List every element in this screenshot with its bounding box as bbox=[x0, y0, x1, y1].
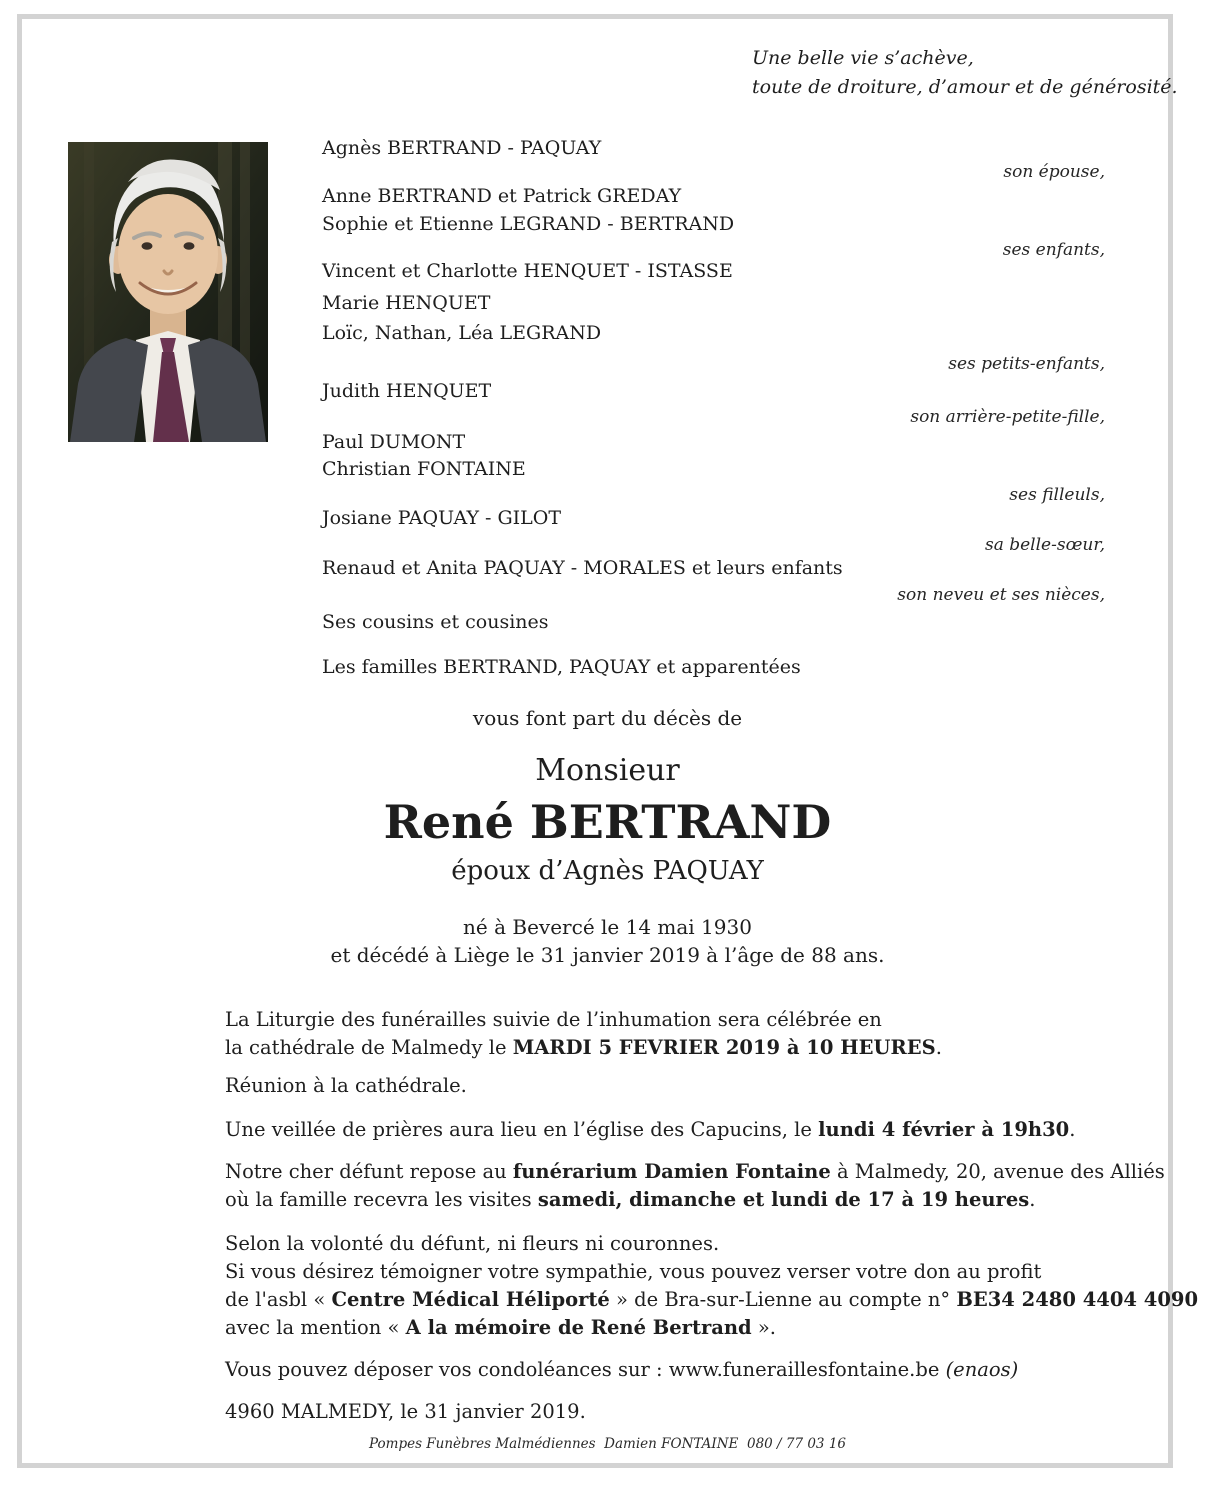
spouse-line: époux d’Agnès PAQUAY bbox=[451, 856, 764, 886]
repose-line-1-pre: Notre cher défunt repose au bbox=[225, 1160, 513, 1183]
deceased-title: Monsieur bbox=[535, 753, 680, 788]
family-name-line: Josiane PAQUAY - GILOT bbox=[322, 507, 562, 529]
family-name-line: Christian FONTAINE bbox=[322, 458, 526, 480]
relation-label: sa belle-sœur, bbox=[984, 535, 1105, 555]
deceased-name: René BERTRAND bbox=[383, 795, 832, 849]
memorial-quote-line1: Une belle vie s’achève, bbox=[752, 47, 974, 69]
repose-line-2-post: . bbox=[1029, 1188, 1036, 1211]
vigil-pre: Une veillée de prières aura lieu en l’église des Capucins, le bbox=[225, 1118, 819, 1141]
vigil-line bbox=[225, 1118, 1075, 1141]
birth-line: né à Bevercé le 14 mai 1930 bbox=[463, 915, 752, 939]
donation-line-1: Si vous désirez témoigner votre sympathie, vous pouvez verser votre don au profit bbox=[225, 1260, 1042, 1283]
visits-bold: samedi, dimanche et lundi de 17 à 19 heures bbox=[537, 1188, 1030, 1211]
dateline: 4960 MALMEDY, le 31 janvier 2019. bbox=[225, 1400, 586, 1423]
portrait-photo bbox=[68, 142, 268, 442]
liturgy-line-1: La Liturgie des funérailles suivie de l’inhumation sera célébrée en bbox=[225, 1008, 882, 1031]
flowers-line: Selon la volonté du défunt, ni fleurs ni couronnes. bbox=[225, 1232, 720, 1255]
family-name-line: Vincent et Charlotte HENQUET - ISTASSE bbox=[322, 260, 733, 282]
donation-line-3-post: ». bbox=[751, 1316, 776, 1339]
family-name-line: Agnès BERTRAND - PAQUAY bbox=[322, 137, 602, 159]
repose-line-2-pre: où la famille recevra les visites bbox=[225, 1188, 538, 1211]
liturgy-line-2 bbox=[225, 1036, 942, 1059]
family-name-line: Anne BERTRAND et Patrick GREDAY bbox=[322, 185, 682, 207]
memorial-quote-line2: toute de droiture, d’amour et de générosité. bbox=[752, 76, 1178, 98]
family-name-line: Marie HENQUET bbox=[322, 292, 491, 314]
liturgy-date-bold: MARDI 5 FEVRIER 2019 à 10 HEURES bbox=[512, 1036, 936, 1059]
memorial-quote bbox=[752, 44, 1178, 102]
family-name-line: Les familles BERTRAND, PAQUAY et apparentées bbox=[322, 656, 801, 678]
donation-line-2-pre: de l'asbl « bbox=[225, 1288, 332, 1311]
vigil-date-bold: lundi 4 février à 19h30 bbox=[818, 1118, 1070, 1141]
vigil-post: . bbox=[1069, 1118, 1076, 1141]
family-name-line: Sophie et Etienne LEGRAND - BERTRAND bbox=[322, 213, 735, 235]
family-name-line: Loïc, Nathan, Léa LEGRAND bbox=[322, 322, 602, 344]
charity-name-bold: Centre Médical Héliporté bbox=[331, 1288, 610, 1311]
condolences-text: Vous pouvez déposer vos condoléances sur : www.funeraillesfontaine.be bbox=[225, 1358, 946, 1381]
relation-label: ses filleuls, bbox=[1009, 485, 1105, 505]
repose-line-1 bbox=[225, 1160, 1165, 1183]
liturgy-line-2-pre: la cathédrale de Malmedy le bbox=[225, 1036, 513, 1059]
donation-line-2-mid: » de Bra-sur-Lienne au compte n° bbox=[609, 1288, 957, 1311]
family-name-line: Ses cousins et cousines bbox=[322, 611, 549, 633]
funerarium-bold: funérarium Damien Fontaine bbox=[512, 1160, 831, 1183]
relation-label: son arrière-petite-fille, bbox=[910, 407, 1105, 427]
donation-line-3-pre: avec la mention « bbox=[225, 1316, 406, 1339]
donation-line-3 bbox=[225, 1316, 776, 1339]
condolences-enaos: (enaos) bbox=[945, 1358, 1019, 1381]
family-name-line: Paul DUMONT bbox=[322, 431, 466, 453]
death-line: et décédé à Liège le 31 janvier 2019 à l’âge de 88 ans. bbox=[330, 943, 885, 967]
donation-line-2 bbox=[225, 1288, 1198, 1311]
liturgy-line-2-post: . bbox=[935, 1036, 942, 1059]
mention-bold: A la mémoire de René Bertrand bbox=[405, 1316, 752, 1339]
relation-label: son épouse, bbox=[1003, 162, 1105, 182]
repose-line-1-post: à Malmedy, 20, avenue des Alliés bbox=[830, 1160, 1165, 1183]
account-number-bold: BE34 2480 4404 4090 bbox=[956, 1288, 1199, 1311]
reunion-line: Réunion à la cathédrale. bbox=[225, 1074, 467, 1097]
family-name-line: Judith HENQUET bbox=[322, 380, 492, 402]
condolences-line bbox=[225, 1358, 1018, 1381]
relation-label: ses petits-enfants, bbox=[948, 354, 1105, 374]
repose-line-2 bbox=[225, 1188, 1035, 1211]
family-name-line: Renaud et Anita PAQUAY - MORALES et leurs enfants bbox=[322, 557, 843, 579]
relation-label: son neveu et ses nièces, bbox=[897, 585, 1105, 605]
relation-label: ses enfants, bbox=[1002, 240, 1105, 260]
funeral-home-footer: Pompes Funèbres Malmédiennes Damien FONTAINE 080 / 77 03 16 bbox=[368, 1436, 846, 1452]
intro-line: vous font part du décès de bbox=[472, 706, 743, 730]
